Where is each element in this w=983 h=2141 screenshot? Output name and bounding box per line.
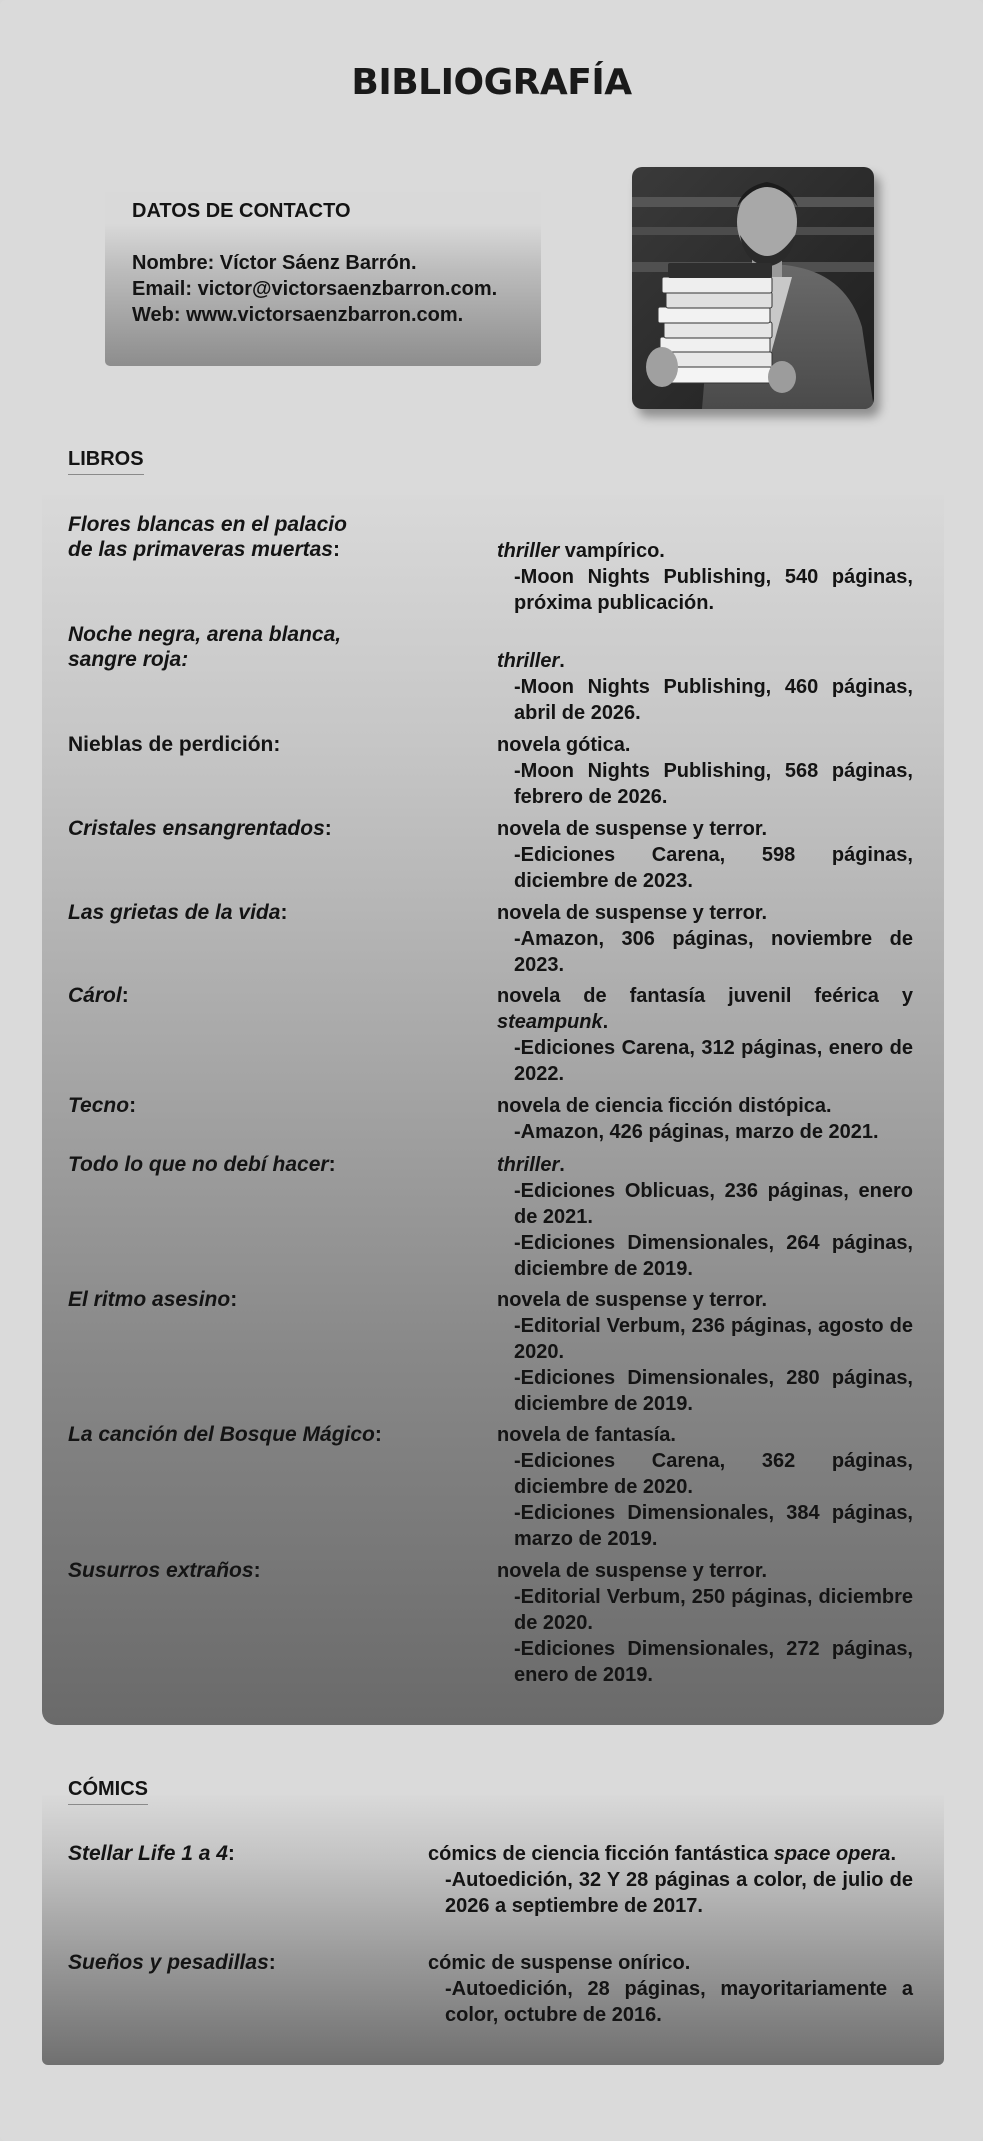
comic-title: Stellar Life 1 a 4: — [68, 1842, 235, 1865]
book-description: novela de suspense y terror. -Ediciones Carena, 598 páginas, diciembre de 2023. — [497, 818, 913, 892]
book-description: novela de suspense y terror. -Editorial Verbum, 236 páginas, agosto de 2020. -Ediciones Dimensionales, 280 páginas, diciembre de 2019. — [497, 1289, 913, 1415]
book-description: novela de suspense y terror. -Editorial Verbum, 250 páginas, diciembre de 2020. -Ediciones Dimensionales, 272 páginas, enero de 2019. — [497, 1560, 913, 1686]
book-description: novela de ciencia ficción distópica. -Amazon, 426 páginas, marzo de 2021. — [497, 1095, 879, 1143]
book-title: Nieblas de perdición: — [68, 733, 281, 756]
book-title: Tecno: — [68, 1094, 137, 1117]
comic-description: cómic de suspense onírico. -Autoedición, 28 páginas, mayoritariamente a color, octubre de 2016. — [428, 1952, 913, 2026]
book-title: Las grietas de la vida: — [68, 901, 288, 924]
book-title: Flores blancas en el palacio de las primaveras muertas: — [68, 513, 347, 561]
book-title: Cárol: — [68, 984, 129, 1007]
book-title: Noche negra, arena blanca, sangre roja: — [68, 623, 342, 671]
books-heading: LIBROS — [68, 448, 144, 475]
contact-email: Email: victor@victorsaenzbarron.com. — [132, 278, 498, 300]
book-title: El ritmo asesino: — [68, 1288, 238, 1311]
book-title: Cristales ensangrentados: — [68, 817, 332, 840]
comic-description: cómics de ciencia ficción fantástica space opera. -Autoedición, 32 Y 28 páginas a color, de julio de 2026 a septiembre de 2017. — [428, 1843, 913, 1917]
book-title: La canción del Bosque Mágico: — [68, 1423, 382, 1446]
contact-details — [132, 250, 497, 328]
book-title: Susurros extraños: — [68, 1559, 261, 1582]
contact-web: Web: www.victorsaenzbarron.com. — [132, 304, 464, 326]
comic-title: Sueños y pesadillas: — [68, 1951, 276, 1974]
book-description: thriller. -Moon Nights Publishing, 460 páginas, abril de 2026. — [497, 650, 913, 724]
book-description: novela de suspense y terror. -Amazon, 306 páginas, noviembre de 2023. — [497, 902, 913, 976]
page-title: BIBLIOGRAFÍA — [351, 62, 632, 103]
contact-name: Nombre: Víctor Sáenz Barrón. — [132, 252, 417, 274]
book-description: thriller. -Ediciones Oblicuas, 236 páginas, enero de 2021. -Ediciones Dimensionales, 264 páginas, diciembre de 2019. — [497, 1154, 913, 1280]
comics-heading: CÓMICS — [68, 1778, 148, 1805]
book-title: Todo lo que no debí hacer: — [68, 1153, 336, 1176]
book-description: novela de fantasía. -Ediciones Carena, 362 páginas, diciembre de 2020. -Ediciones Dimensionales, 384 páginas, marzo de 2019. — [497, 1424, 913, 1550]
book-description: thriller vampírico. -Moon Nights Publishing, 540 páginas, próxima publicación. — [497, 540, 913, 614]
book-description: novela gótica. -Moon Nights Publishing, 568 páginas, febrero de 2026. — [497, 734, 913, 808]
book-description: novela de fantasía juvenil feérica y steampunk. -Ediciones Carena, 312 páginas, enero de 2022. — [497, 985, 913, 1085]
author-photo — [632, 167, 874, 409]
contact-heading: DATOS DE CONTACTO — [132, 200, 351, 222]
